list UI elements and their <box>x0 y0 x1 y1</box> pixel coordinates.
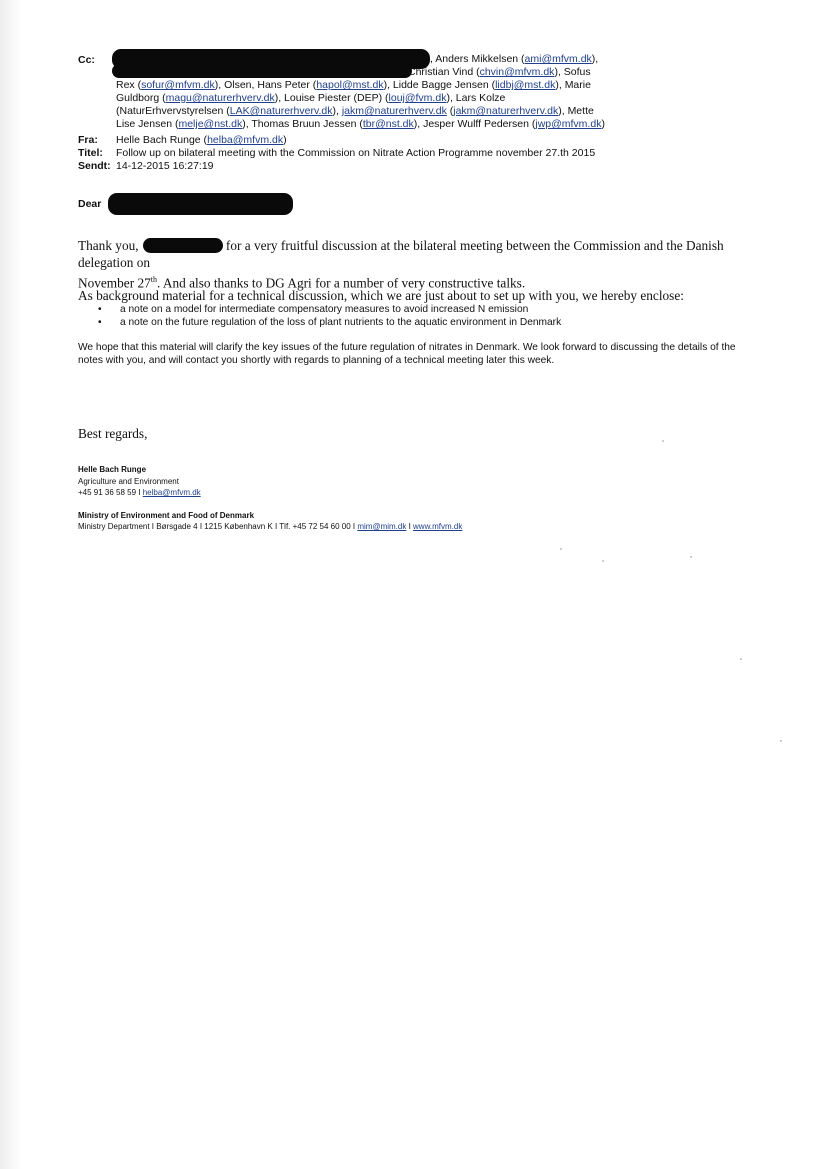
email-link[interactable]: jwp@mfvm.dk <box>535 118 602 130</box>
email-link[interactable]: helba@mfvm.dk <box>207 134 284 146</box>
paragraph-background: As background material for a technical discussion, which we are just about to set up with you, we hereby enclose: <box>78 288 684 303</box>
website-link[interactable]: www.mfvm.dk <box>413 522 463 531</box>
scan-speck <box>560 548 562 550</box>
closing: Best regards, <box>78 426 148 441</box>
email-link[interactable]: hapol@mst.dk <box>316 79 384 91</box>
redaction-block <box>143 238 223 253</box>
scan-speck <box>602 560 604 562</box>
signature-org: Ministry of Environment and Food of Denmark <box>78 511 255 520</box>
list-item: • a note on a model for intermediate compensatory measures to avoid increased N emission <box>80 303 561 316</box>
email-link[interactable]: tbr@nst.dk <box>362 118 414 130</box>
redaction-block <box>108 193 293 215</box>
paragraph-hope-line-2: notes with you, and will contact you shortly with regards to planning of a technical meeting later this week. <box>78 355 555 366</box>
cc-line-5: (NaturErhvervstyrelsen (LAK@naturerhverv.dk), jakm@naturerhverv.dk (jakm@naturerhverv.dk), Mette <box>116 105 594 117</box>
email-link[interactable]: jakm@naturerhverv.dk <box>453 105 559 117</box>
email-link[interactable]: sofur@mfvm.dk <box>141 79 215 91</box>
scan-speck <box>662 440 664 442</box>
signature-address: Ministry Department I Børsgade 4 I 1215 København K I Tlf. +45 72 54 60 00 I mim@mim.dk I www.mfvm.dk <box>78 522 463 531</box>
cc-label: Cc: <box>78 54 95 66</box>
signature-unit: Agriculture and Environment <box>78 477 179 486</box>
sent-value: 14-12-2015 16:27:19 <box>116 160 214 172</box>
sent-label: Sendt: <box>78 160 111 172</box>
email-link[interactable]: lidbj@mst.dk <box>495 79 556 91</box>
email-link[interactable]: jakm@naturerhverv.dk <box>341 105 447 117</box>
paragraph-thanks: Thank you, for a very fruitful discussion at the bilateral meeting between the Commission and the Danish delegation on November 27th. And also thanks to DG Agri for a number of very constructive talks. <box>78 238 724 291</box>
email-link[interactable]: melje@nst.dk <box>178 118 243 130</box>
email-link[interactable]: louj@fvm.dk <box>388 92 447 104</box>
scan-speck <box>690 556 692 558</box>
from-value: Helle Bach Runge (helba@mfvm.dk) <box>116 134 287 146</box>
enclosure-list <box>80 303 561 329</box>
signature-contact: +45 91 36 58 59 I helba@mfvm.dk <box>78 488 201 497</box>
subject-value: Follow up on bilateral meeting with the Commission on Nitrate Action Programme november 27.th 2015 <box>116 147 596 159</box>
email-link[interactable]: chvin@mfvm.dk <box>479 66 555 78</box>
cc-line-3: Rex (sofur@mfvm.dk), Olsen, Hans Peter (hapol@mst.dk), Lidde Bagge Jensen (lidbj@mst.dk), Marie <box>116 79 591 91</box>
scan-speck <box>780 740 782 742</box>
subject-label: Titel: <box>78 147 103 159</box>
cc-line-1: , Anders Mikkelsen (ami@mfvm.dk), <box>430 53 599 65</box>
scan-edge <box>0 0 22 1169</box>
cc-line-6: Lise Jensen (melje@nst.dk), Thomas Bruun Jessen (tbr@nst.dk), Jesper Wulff Pedersen (jwp@mfvm.dk) <box>116 118 605 130</box>
from-label: Fra: <box>78 134 98 146</box>
list-item: • a note on the future regulation of the loss of plant nutrients to the aquatic environment in Denmark <box>80 316 561 329</box>
email-link[interactable]: mim@mim.dk <box>357 522 407 531</box>
email-link[interactable]: helba@mfvm.dk <box>142 488 201 497</box>
email-link[interactable]: magu@naturerhverv.dk <box>165 92 275 104</box>
cc-line-2: Christian Vind (chvin@mfvm.dk), Sofus <box>408 66 591 78</box>
email-link[interactable]: ami@mfvm.dk <box>524 53 592 65</box>
salutation: Dear <box>78 198 102 210</box>
signature-name: Helle Bach Runge <box>78 465 147 474</box>
cc-line-4: Guldborg (magu@naturerhverv.dk), Louise Piester (DEP) (louj@fvm.dk), Lars Kolze <box>116 92 506 104</box>
scan-speck <box>740 658 742 660</box>
redaction-block <box>112 64 412 78</box>
email-link[interactable]: LAK@naturerhverv.dk <box>229 105 333 117</box>
paragraph-hope-line-1: We hope that this material will clarify the key issues of the future regulation of nitrates in Denmark. We look forward to discussing the details of the <box>78 342 736 353</box>
